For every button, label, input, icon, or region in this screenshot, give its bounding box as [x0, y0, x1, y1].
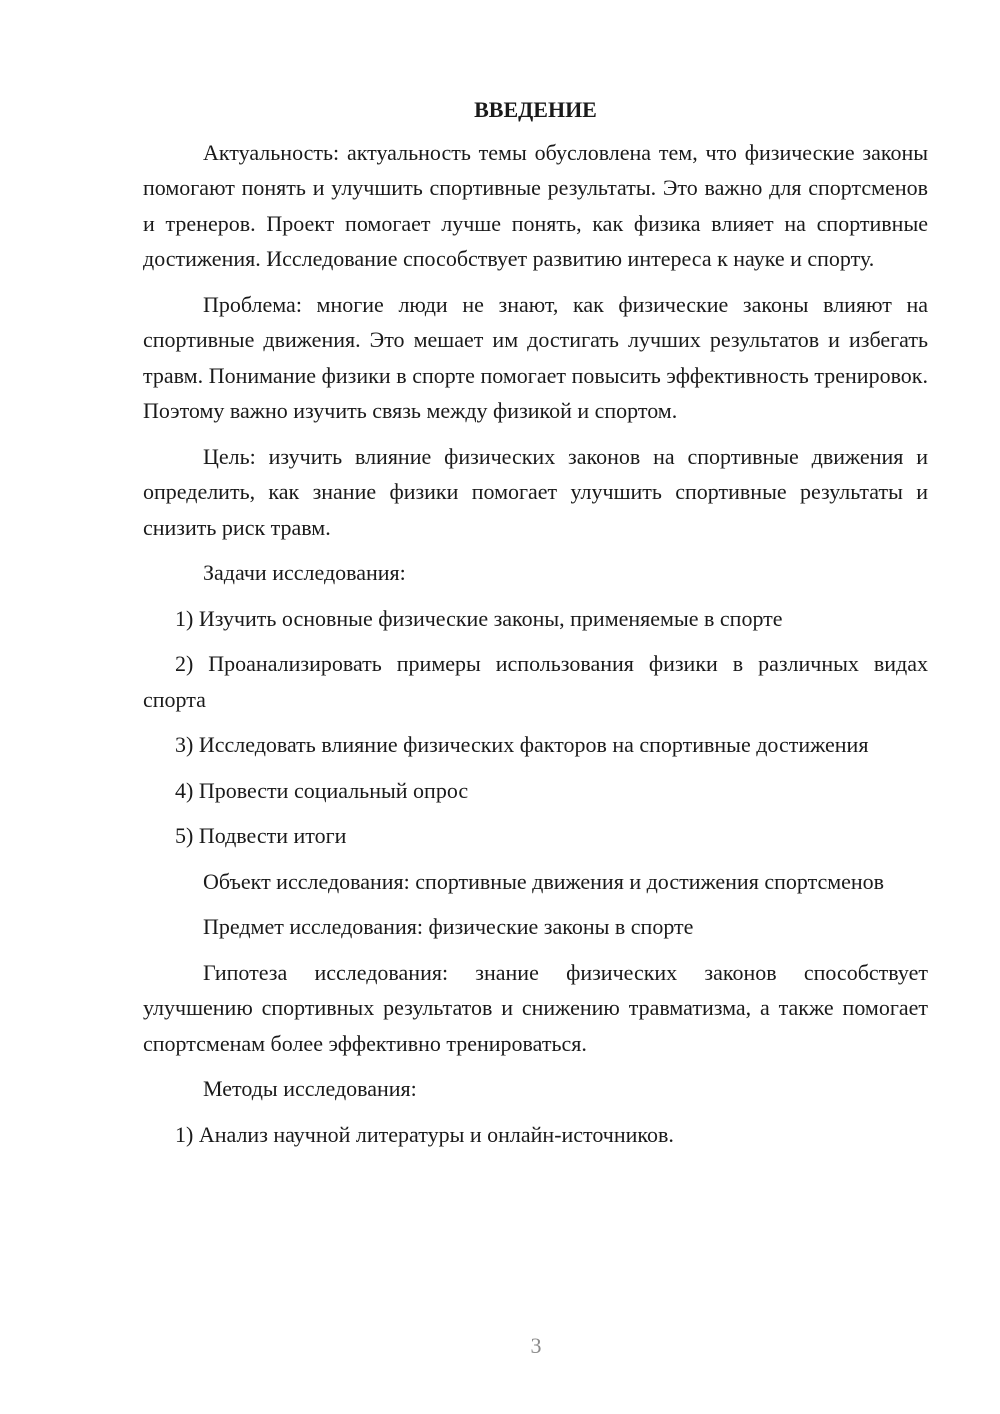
section-heading: ВВЕДЕНИЕ: [474, 97, 597, 122]
task-item: 2) Проанализировать примеры использования физики в различных видах спорта: [143, 651, 928, 712]
page-number: 3: [530, 1333, 542, 1358]
hypothesis-paragraph: Гипотеза исследования: знание физических законов способствует улучшению спортивных результатов и снижению травматизма, а также помогает спортсменам более эффективно тренироваться.: [143, 959, 928, 1056]
task-item: 3) Исследовать влияние физических факторов на спортивные достижения: [175, 732, 869, 757]
document-page: [143, 92, 928, 1162]
subject-paragraph: Предмет исследования: физические законы в спорте: [203, 914, 694, 939]
methods-title: Методы исследования:: [203, 1076, 417, 1101]
task-item: 1) Изучить основные физические законы, применяемые в спорте: [175, 605, 783, 631]
problem-paragraph: Проблема: многие люди не знают, как физические законы влияют на спортивные движения. Это мешает им достигать лучших результатов и избегать травм. Понимание физики в спорте помогает повысить эффективность тренировок. Поэтому важно изучить связь между физикой и спортом.: [143, 291, 928, 423]
method-item: 1) Анализ научной литературы и онлайн-источников.: [175, 1121, 674, 1147]
task-item: 4) Провести социальный опрос: [175, 777, 469, 803]
object-paragraph: Объект исследования: спортивные движения и достижения спортсменов: [203, 868, 885, 894]
goal-paragraph: Цель: изучить влияние физических законов на спортивные движения и определить, как знание физики помогает улучшить спортивные результаты и снизить риск травм.: [143, 443, 928, 540]
tasks-title: Задачи исследования:: [203, 560, 406, 585]
task-item: 5) Подвести итоги: [175, 823, 347, 848]
relevance-paragraph: Актуальность: актуальность темы обусловлена тем, что физические законы помогают понять и улучшить спортивные результаты. Это важно для спортсменов и тренеров. Проект помогает лучше понять, как физика влияет на спортивные достижения. Исследование способствует развитию интереса к науке и спорту.: [143, 139, 928, 271]
